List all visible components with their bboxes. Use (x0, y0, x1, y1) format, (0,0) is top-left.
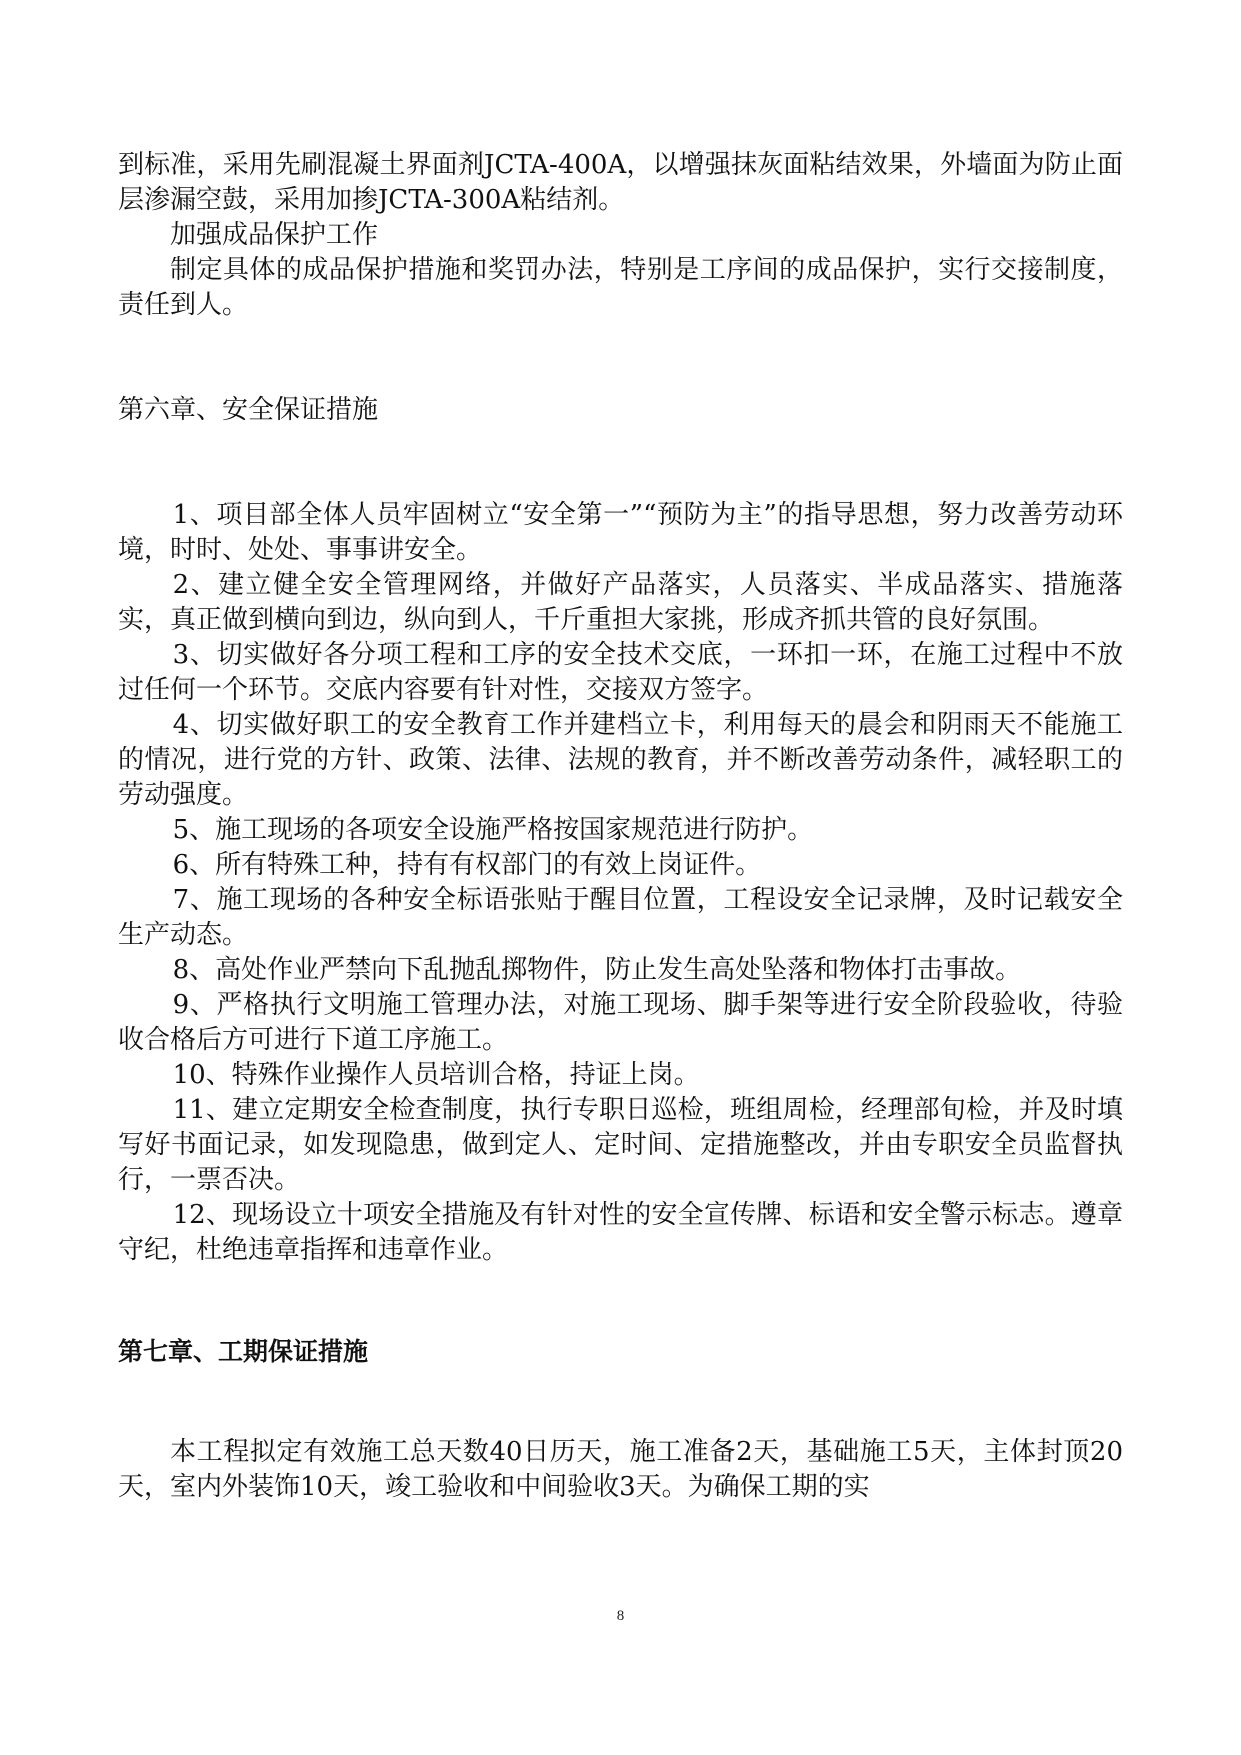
list-item: 3、切实做好各分项工程和工序的安全技术交底，一环扣一环，在施工过程中不放过任何一个环节。交底内容要有针对性，交接双方签字。 (118, 640, 1123, 705)
list-item: 12、现场设立十项安全措施及有针对性的安全宣传牌、标语和安全警示标志。遵章守纪，杜绝违章指挥和违章作业。 (118, 1200, 1123, 1265)
list-item: 1、项目部全体人员牢固树立“安全第一”“预防为主”的指导思想，努力改善劳动环境，时时、处处、事事讲安全。 (118, 500, 1123, 565)
list-item: 11、建立定期安全检查制度，执行专职日巡检，班组周检，经理部旬检，并及时填写好书面记录，如发现隐患，做到定人、定时间、定措施整改，并由专职安全员监督执行，一票否决。 (118, 1095, 1123, 1195)
chapter-7-paragraph: 本工程拟定有效施工总天数40日历天，施工准备2天，基础施工5天，主体封顶20天，室内外装饰10天，竣工验收和中间验收3天。为确保工期的实 (118, 1437, 1123, 1502)
list-item: 4、切实做好职工的安全教育工作并建档立卡，利用每天的晨会和阴雨天不能施工的情况，进行党的方针、政策、法律、法规的教育，并不断改善劳动条件，减轻职工的劳动强度。 (118, 710, 1123, 810)
chapter-6-list (118, 498, 1123, 1268)
list-item: 2、建立健全安全管理网络，并做好产品落实，人员落实、半成品落实、措施落实，真正做到横向到边，纵向到人，千斤重担大家挑，形成齐抓共管的良好氛围。 (118, 570, 1123, 635)
chapter-6-title: 第六章、安全保证措施 (118, 395, 379, 425)
list-item: 7、施工现场的各种安全标语张贴于醒目位置，工程设安全记录牌，及时记载安全生产动态。 (118, 885, 1123, 950)
list-item: 6、所有特殊工种，持有有权部门的有效上岗证件。 (172, 850, 762, 880)
list-item: 9、严格执行文明施工管理办法，对施工现场、脚手架等进行安全阶段验收，待验收合格后方可进行下道工序施工。 (118, 990, 1123, 1055)
page-content (118, 148, 1123, 1505)
chapter-7-title: 第七章、工期保证措施 (118, 1337, 369, 1366)
list-item: 8、高处作业严禁向下乱抛乱掷物件，防止发生高处坠落和物体打击事故。 (172, 955, 1022, 985)
paragraph-product-protection: 制定具体的成品保护措施和奖罚办法，特别是工序间的成品保护，实行交接制度，责任到人。 (118, 255, 1123, 320)
list-item: 10、特殊作业操作人员培训合格，持证上岗。 (172, 1060, 700, 1090)
paragraph-plaster-standard: 到标准，采用先刷混凝土界面剂JCTA-400A，以增强抹灰面粘结效果，外墙面为防止面层渗漏空鼓，采用加掺JCTA-300A粘结剂。 (118, 150, 1123, 215)
page-number: 8 (616, 1608, 625, 1624)
list-item: 5、施工现场的各项安全设施严格按国家规范进行防护。 (172, 815, 814, 845)
paragraph-product-protection-heading: 加强成品保护工作 (170, 220, 379, 250)
